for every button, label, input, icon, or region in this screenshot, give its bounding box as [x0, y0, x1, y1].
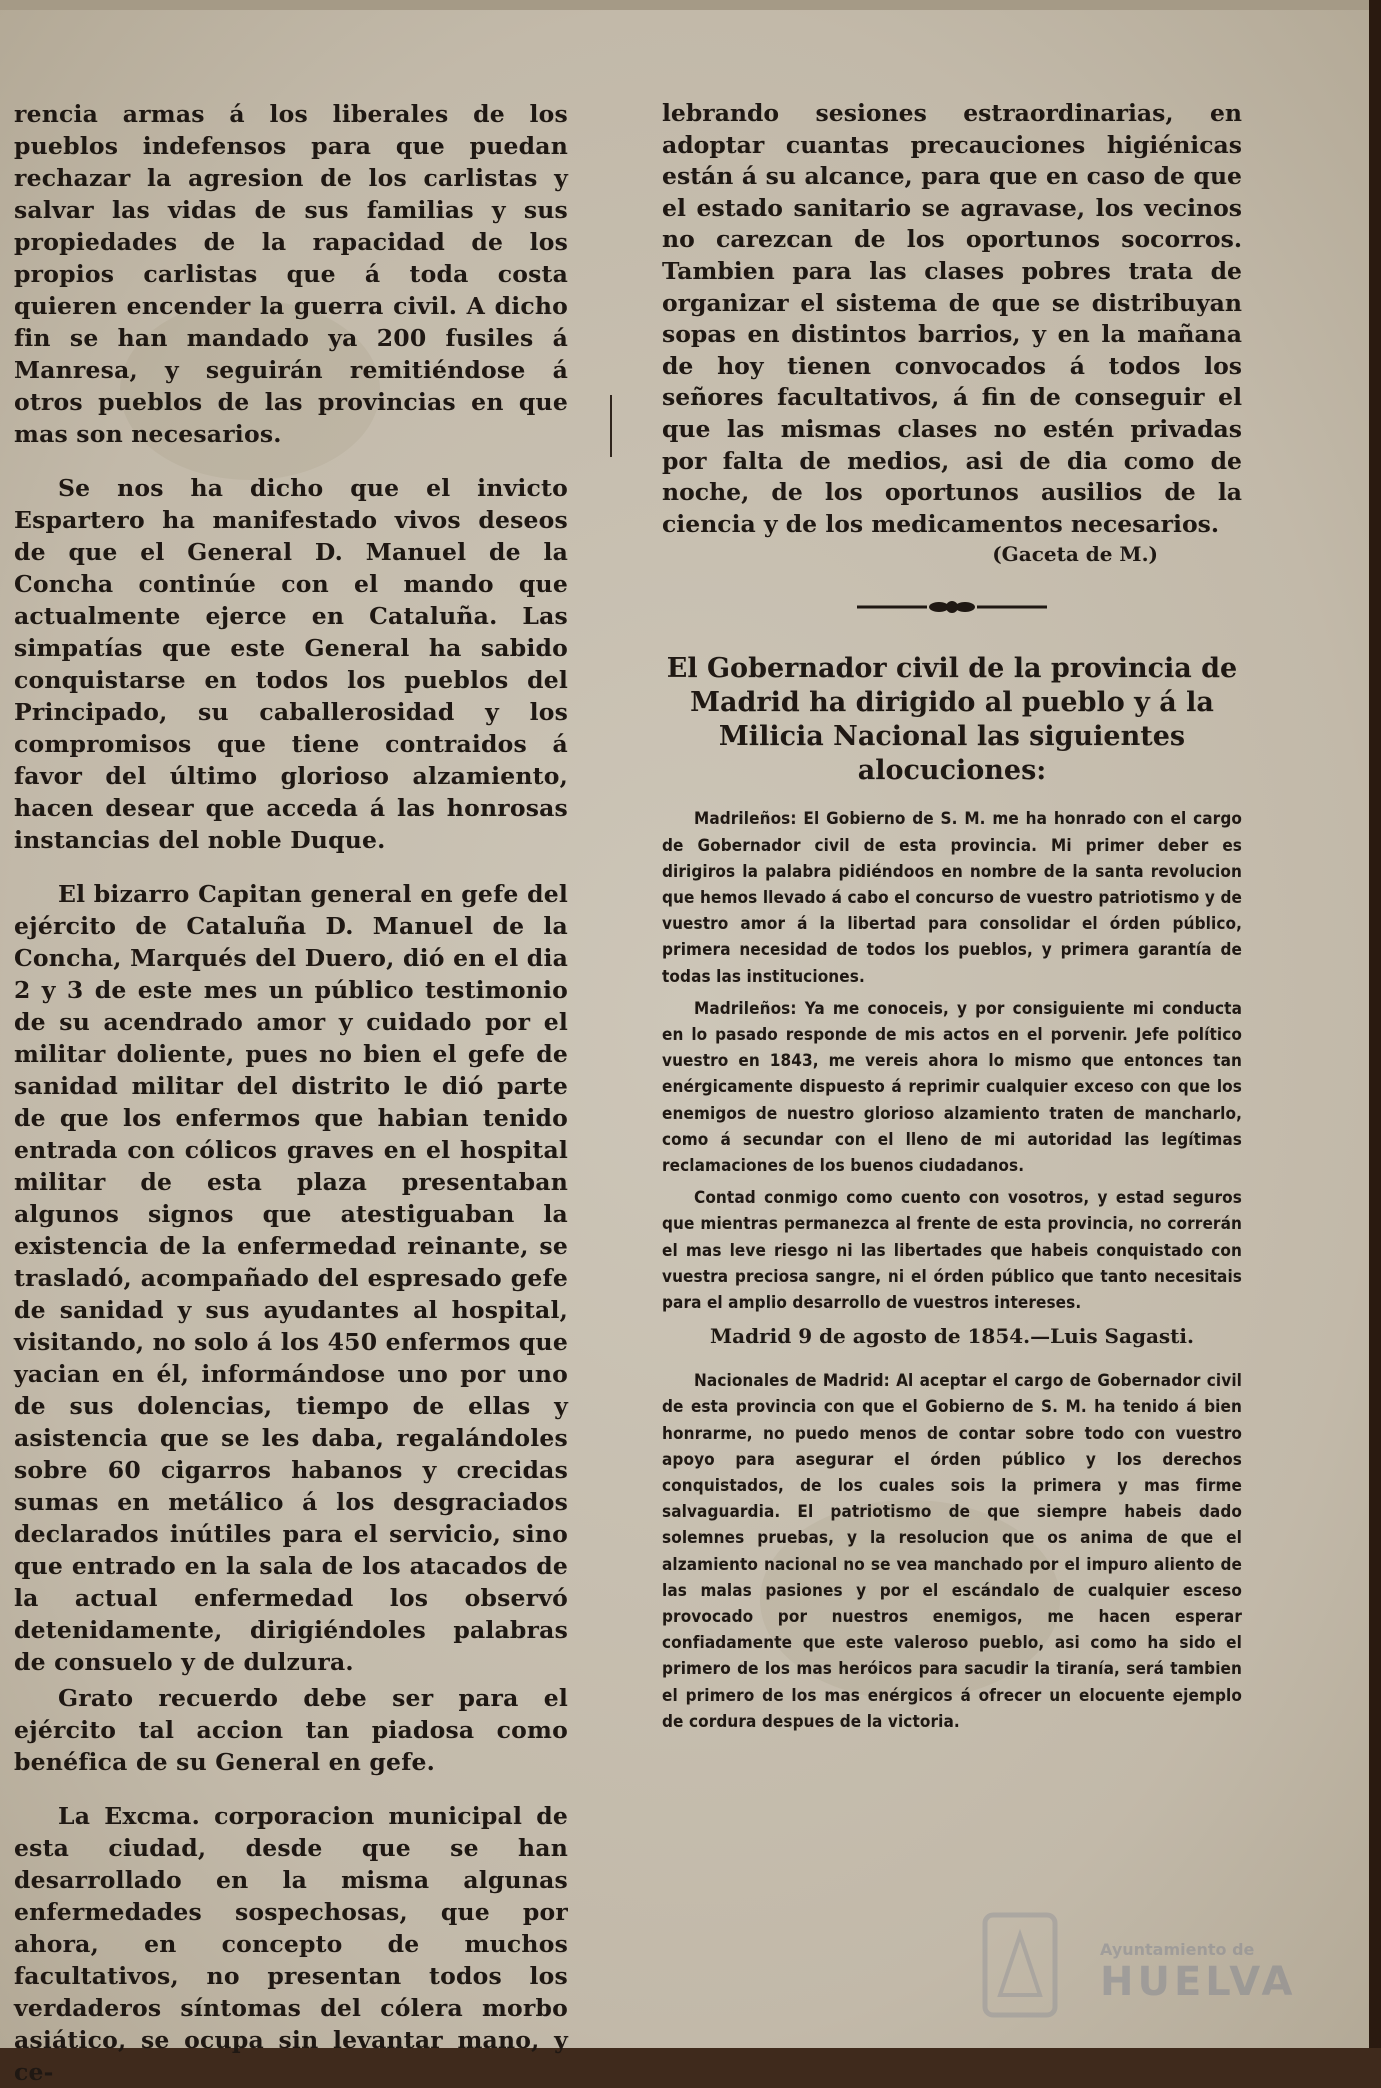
article-paragraph: rencia armas á los liberales de los pueblos indefensos para que puedan rechazar la agresion de los carlistas y salvar las vidas de sus familias y sus propiedades de la rapacidad de los propios carlistas que á toda costa quieren encender la guerra civil. A dicho fin se han mandado ya 200 fusiles á Manresa, y seguirán remitiéndose á otros pueblos de las provincias en que mas son necesarios. — [14, 100, 568, 448]
address-paragraph: Nacionales de Madrid: Al aceptar el cargo de Gobernador civil de esta provincia con que el Gobierno de S. M. ha tenido á bien honrarme, no puedo menos de contar sobre todo con vuestro apoyo para asegurar el órden público y los derechos conquistados, de los cuales sois la primera y mas firme salvaguardia. El patriotismo de que siempre habeis dado solemnes pruebas, y la resolucion que os anima de que el alzamiento nacional no se vea manchado por el impuro aliento de las malas pasiones y por el escándalo de cualquier esceso provocado por nuestros enemigos, me hacen esperar confiadamente que este valeroso pueblo, asi como ha sido el primero de los mas heróicos para sacudir la tiranía, será tambien el primero de los mas enérgicos á ofrecer un elocuente ejemplo de cordura despues de la victoria. — [662, 1371, 1242, 1732]
address-paragraph: Madrileños: Ya me conoceis, y por consiguiente mi conducta en lo pasado responde de mis actos en el porvenir. Jefe político vuestro en 1843, me vereis ahora lo mismo que entonces tan enérgicamente dispuesto á reprimir cualquier exceso con que los enemigos de nuestro glorioso alzamiento traten de mancharlo, como á secundar con el lleno de mi autoridad las legítimas reclamaciones de los buenos ciudadanos. — [662, 998, 1242, 1176]
left-column — [14, 98, 568, 2088]
ornament-divider-icon — [857, 600, 1047, 614]
article-continuation: lebrando sesiones estraordinarias, en adoptar cuantas precauciones higiénicas están á su alcance, para que en caso de que el estado sanitario se agravase, los vecinos no carezcan de los oportunos socorros. Tambien para las clases pobres trata de organizar el sistema de que se distribuyan sopas en distintos barrios, y en la mañana de hoy tienen convocados á todos los señores facultativos, á fin de conseguir el que las mismas clases no estén privadas por falta de medios, asi de dia como de noche, de los oportunos ausilios de la ciencia y de los medicamentos necesarios. — [662, 99, 1242, 538]
watermark-line: Ayuntamiento de — [1100, 1940, 1255, 1959]
right-column — [662, 98, 1242, 1735]
page-top-edge — [0, 0, 1381, 10]
archive-watermark — [1100, 1940, 1296, 2005]
address-paragraph: Contad conmigo como cuento con vosotros, y estad seguros que mientras permanezca al frente de esta provincia, no correrán el mas leve riesgo ni las libertades que habeis conquistado con vuestra preciosa sangre, ni el órden público que tanto necesitais para el amplio desarrollo de vuestros intereses. — [662, 1188, 1242, 1313]
article-paragraph: El bizarro Capitan general en gefe del ejército de Cataluña D. Manuel de la Concha, Marqués del Duero, dió en el dia 2 y 3 de este mes un público testimonio de su acendrado amor y cuidado por el militar doliente, pues no bien el gefe de sanidad militar del distrito le dió parte de que los enfermos que habian tenido entrada con cólicos graves en el hospital militar de esta plaza presentaban algunos signos que atestiguaban la existencia de la enfermedad reinante, se trasladó, acompañado del espresado gefe de sanidad y sus ayudantes al hospital, visitando, no solo á los 450 enfermos que yacian en él, informándose uno por uno de sus dolencias, tiempo de ellas y asistencia que se les daba, regalándoles sobre 60 cigarros habanos y crecidas sumas en metálico á los desgraciados declarados inútiles para el servicio, sino que entrado en la sala de los atacados de la actual enfermedad los observó detenidamente, dirigiéndoles palabras de consuelo y de dulzura. — [14, 880, 568, 1676]
article-paragraph: Se nos ha dicho que el invicto Espartero ha manifestado vivos deseos de que el General D. Manuel de la Concha continúe con el mando que actualmente ejerce en Cataluña. Las simpatías que este General ha sabido conquistarse en todos los pueblos del Principado, su caballerosidad y los compromisos que tiene contraidos á favor del último glorioso alzamiento, hacen desear que acceda á las honrosas instancias del noble Duque. — [14, 474, 568, 854]
binding-edge — [1369, 0, 1381, 2048]
watermark-line: HUELVA — [1100, 1959, 1297, 2005]
article-paragraph: La Excma. corporacion municipal de esta ciudad, desde que se han desarrollado en la misma algunas enfermedades sospechosas, que por ahora, en concepto de muchos facultativos, no presentan todos los verdaderos síntomas del cólera morbo asiático, se ocupa sin levantar mano, y ce- — [14, 1802, 568, 2086]
section-headline: El Gobernador civil de la provincia de Madrid ha dirigido al pueblo y á la Milicia Nacional las siguientes alocuciones: — [666, 653, 1238, 787]
column-divider — [610, 395, 612, 457]
article-paragraph: Grato recuerdo debe ser para el ejército tal accion tan piadosa como benéfica de su General en gefe. — [14, 1684, 568, 1776]
source-attribution: (Gaceta de M.) — [992, 542, 1158, 567]
address-paragraph: Madrileños: El Gobierno de S. M. me ha honrado con el cargo de Gobernador civil de esta provincia. Mi primer deber es dirigiros la palabra pidiéndoos en nombre de la santa revolucion que hemos llevado á cabo el concurso de vuestro patriotismo y de vuestro amor á la libertad para consolidar el órden público, primera necesidad de todos los pueblos, y primera garantía de todas las instituciones. — [662, 809, 1242, 987]
signature-line: Madrid 9 de agosto de 1854.—Luis Sagasti. — [710, 1324, 1194, 1349]
